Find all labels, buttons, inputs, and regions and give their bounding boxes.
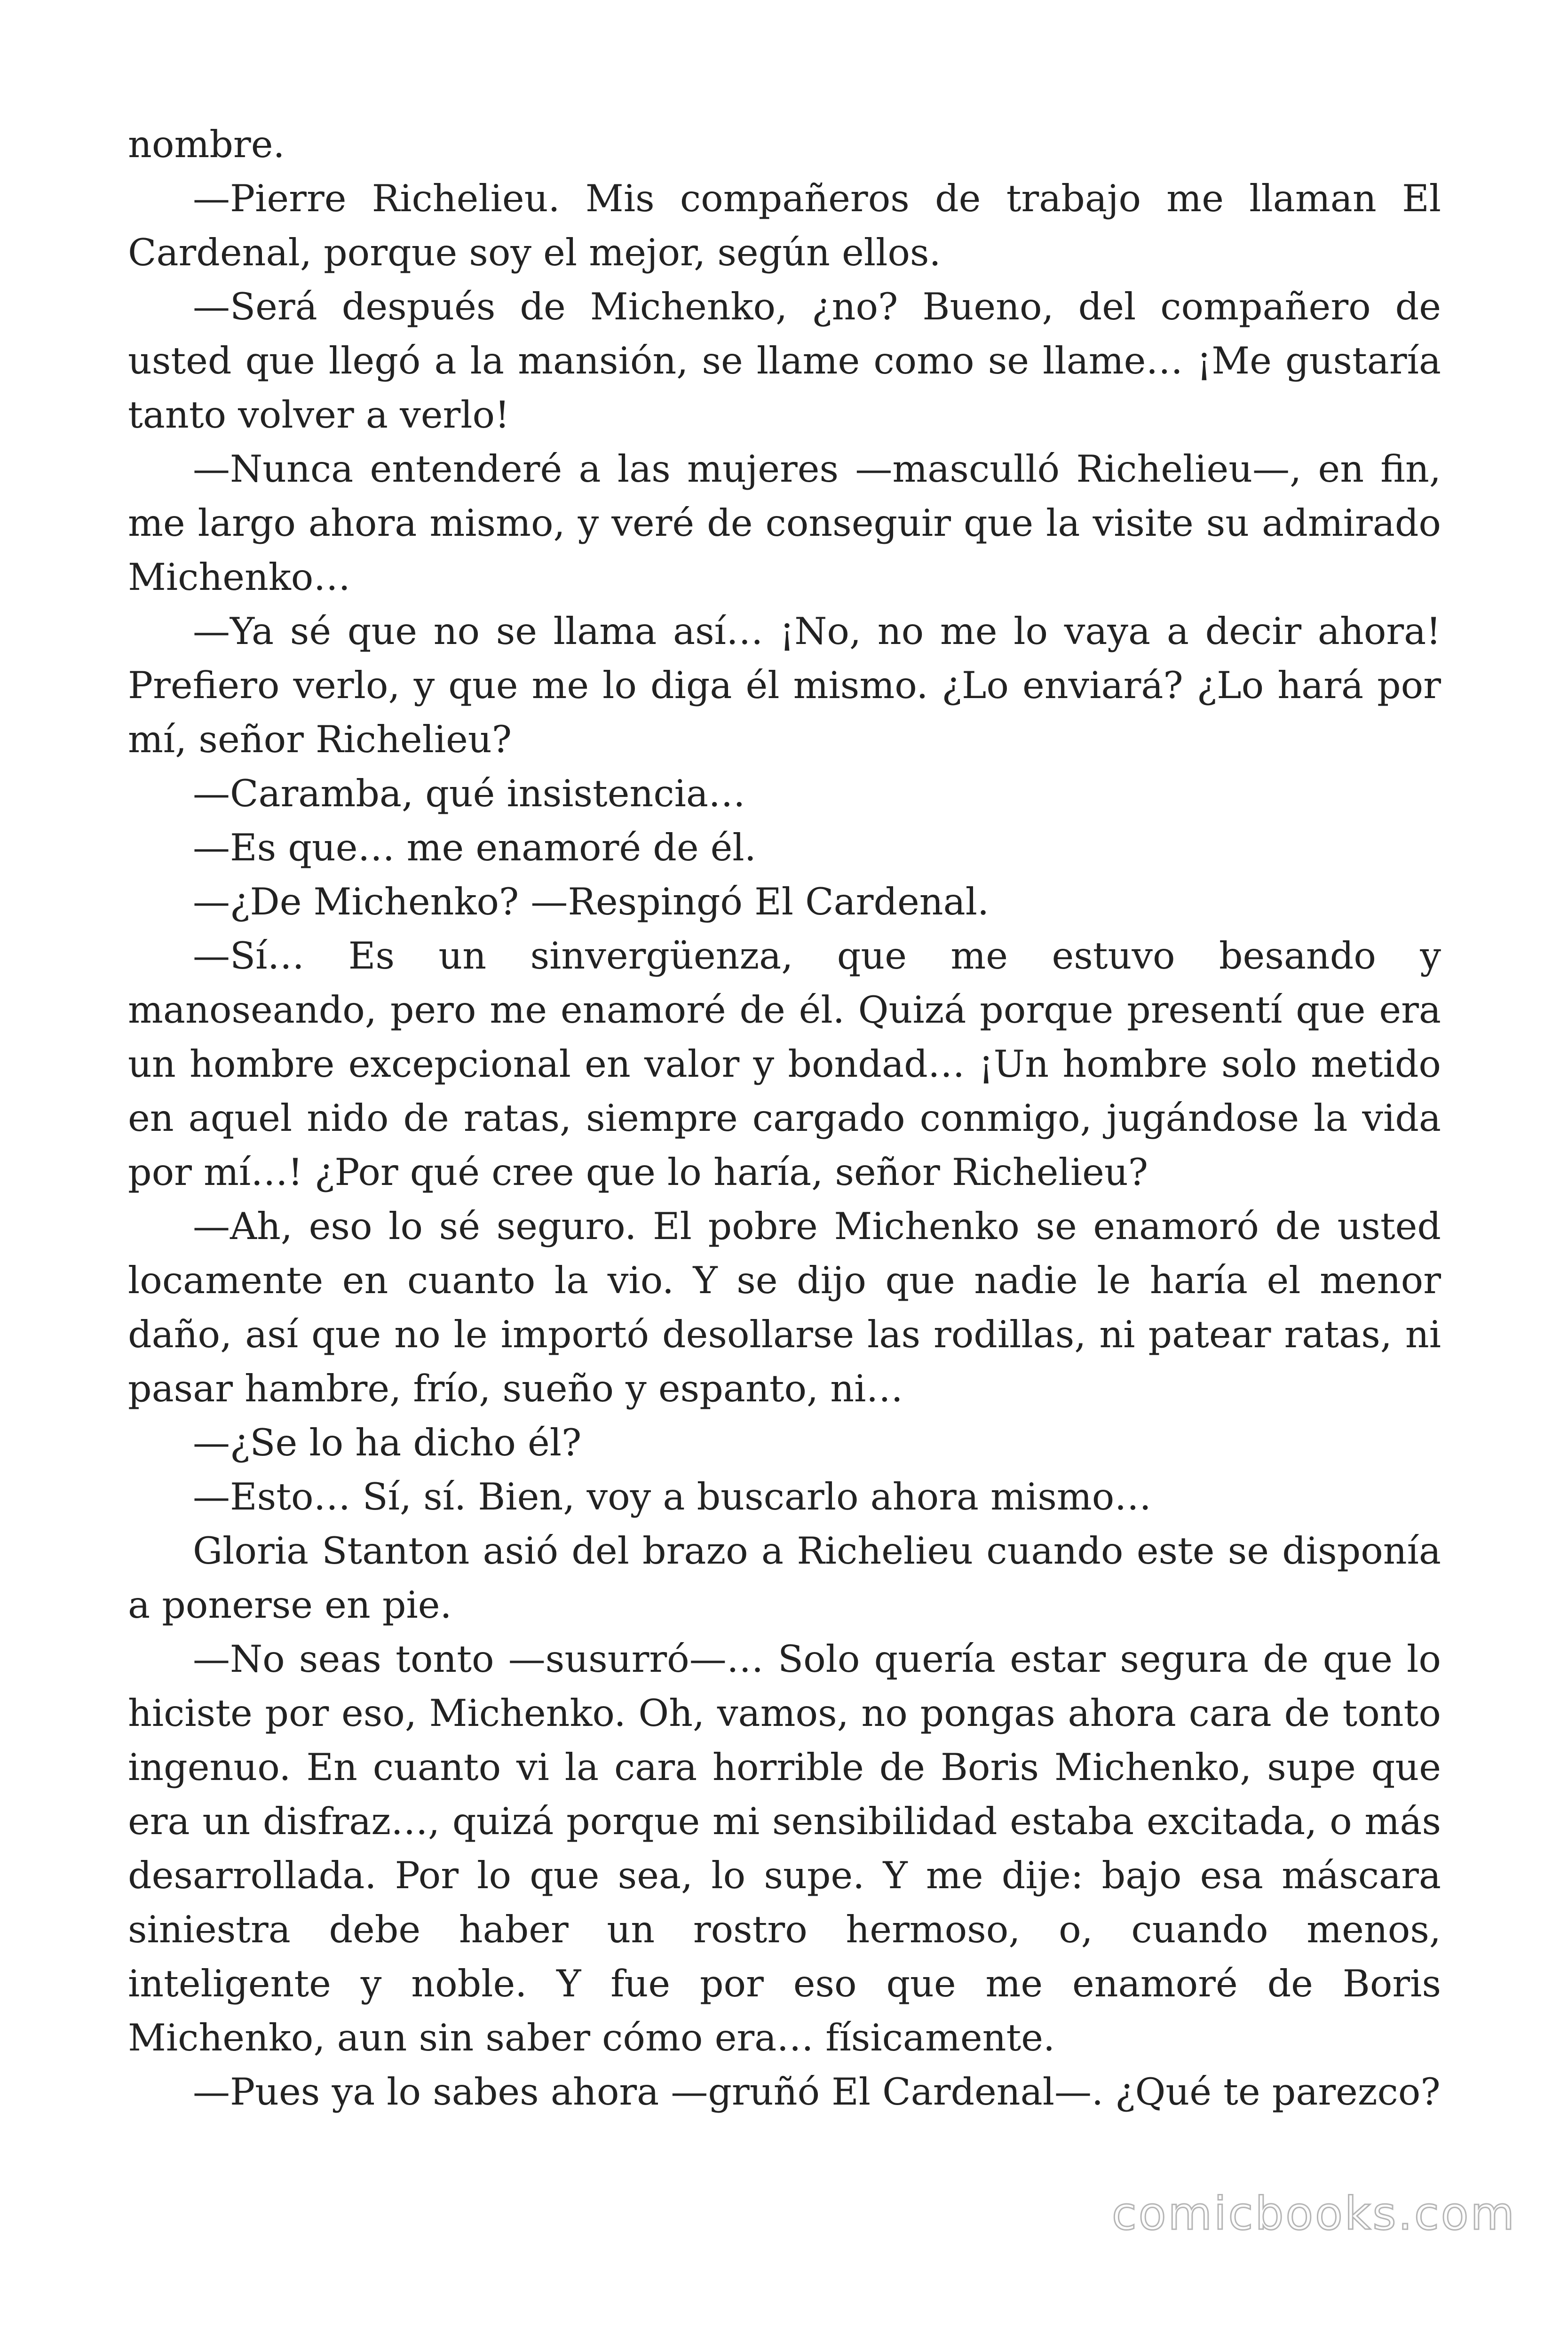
paragraph-15: —Pues ya lo sabes ahora —gruñó El Cardenal—. ¿Qué te parezco? bbox=[193, 2070, 1441, 2114]
paragraph-14: —No seas tonto —susurró—… Solo quería estar segura de que lo hiciste por eso, Michenko. Oh, vamos, no pongas ahora cara de tonto ingenuo. En cuanto vi la cara horrible de Boris Michenko, supe que era un disfraz…, quizá porque mi sensibilidad estaba excitada, o más desarrollada. Por lo que sea, lo supe. Y me dije: bajo esa máscara siniestra debe haber un rostro hermoso, o, cuando menos, inteligente y noble. Y fue por eso que me enamoré de Boris Michenko, aun sin saber cómo era… físicamente. bbox=[128, 1637, 1441, 2059]
body-text bbox=[128, 118, 1441, 2119]
watermark-text: comicbooks.com bbox=[1111, 2187, 1516, 2240]
paragraph-11: —¿Se lo ha dicho él? bbox=[193, 1421, 582, 1464]
paragraph-8: —¿De Michenko? —Respingó El Cardenal. bbox=[193, 880, 990, 923]
paragraph-1: nombre. bbox=[128, 123, 285, 166]
paragraph-10: —Ah, eso lo sé seguro. El pobre Michenko se enamoró de usted locamente en cuanto la vio. Y se dijo que nadie le haría el menor daño, así que no le importó desollarse las rodillas, ni patear ratas, ni pasar hambre, frío, sueño y espanto, ni… bbox=[128, 1205, 1441, 1410]
paragraph-4: —Nunca entenderé a las mujeres —masculló Richelieu—, en fin, me largo ahora mismo, y veré de conseguir que la visite su admirado Michenko… bbox=[128, 447, 1441, 599]
paragraph-13: Gloria Stanton asió del brazo a Richelieu cuando este se disponía a ponerse en pie. bbox=[128, 1529, 1441, 1627]
paragraph-6: —Caramba, qué insistencia… bbox=[193, 772, 746, 815]
paragraph-2: —Pierre Richelieu. Mis compañeros de trabajo me llaman El Cardenal, porque soy el mejor, según ellos. bbox=[128, 177, 1441, 274]
paragraph-3: —Será después de Michenko, ¿no? Bueno, del compañero de usted que llegó a la mansión, se llame como se llame… ¡Me gustaría tanto volver a verlo! bbox=[128, 285, 1441, 437]
paragraph-12: —Esto… Sí, sí. Bien, voy a buscarlo ahora mismo… bbox=[193, 1475, 1152, 1518]
paragraph-7: —Es que… me enamoré de él. bbox=[193, 826, 756, 869]
paragraph-9: —Sí… Es un sinvergüenza, que me estuvo besando y manoseando, pero me enamoré de él. Quizá porque presentí que era un hombre excepcional en valor y bondad… ¡Un hombre solo metido en aquel nido de ratas, siempre cargado conmigo, jugándose la vida por mí…! ¿Por qué cree que lo haría, señor Richelieu? bbox=[128, 934, 1441, 1194]
paragraph-5: —Ya sé que no se llama así… ¡No, no me lo vaya a decir ahora! Prefiero verlo, y que me lo diga él mismo. ¿Lo enviará? ¿Lo hará por mí, señor Richelieu? bbox=[128, 610, 1441, 761]
